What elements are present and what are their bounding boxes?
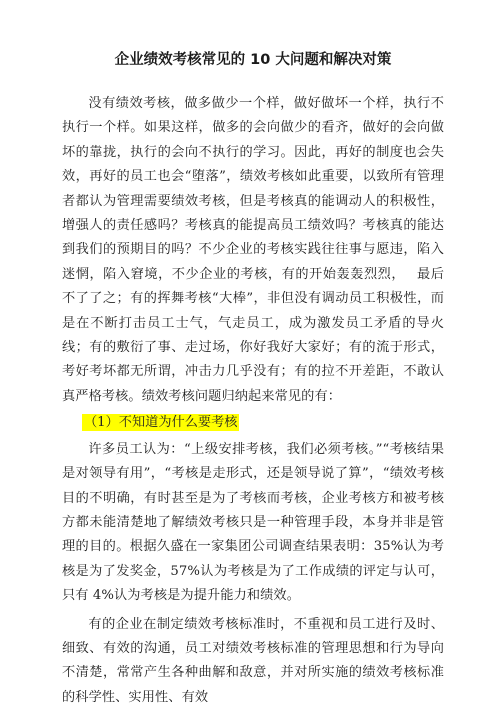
intro-paragraph: 没有绩效考核，做多做少一个样，做好做坏一个样，执行不执行一个样。如果这样，做多的会向做少的看齐，做好的会向做坏的靠拢，执行的会向不执行的学习。因此，再好的制度也会失效，再好的员工也会“堕落”，绩效考核如此重要，以致所有管理者都认为管理需要绩效考核，但是考核真的能调动人的积极性，增强人的责任感吗？考核真的能提高员工绩效吗？考核真的能达到我们的预期目的吗？不少企业的考核实践往往事与愿违，陷入迷惘，陷入窘境，不少企业的考核，有的开始轰轰烈烈， 最后不了了之；有的挥舞考核“大棒”，非但没有调动员工积极性，而是在不断打击员工士气，气走员工，成为激发员工矛盾的导火线；有的敷衍了事、走过场，你好我好大家好；有的流于形式，考好考坏都无所谓，冲击力几乎没有；有的拉不开差距，不敢认真严格考核。绩效考核问题归纳起来常见的有：	[62, 96, 444, 404]
section-heading-row	[62, 411, 444, 435]
section-heading-highlight: （1）不知道为什么要考核	[84, 415, 238, 431]
document-title: 企业绩效考核常见的 10 大问题和解决对策	[114, 52, 392, 68]
section-paragraph-2: 有的企业在制定绩效考核标准时，不重视和员工进行及时、细致、有效的沟通，员工对绩效考核标准的管理思想和行为导向不清楚，常常产生各种曲解和敌意，并对所实施的绩效考核标准的科学性、实用性、有效	[62, 616, 444, 705]
section-paragraph-1: 许多员工认为：“上级安排考核，我们必须考核。”“考核结果是对领导有用”，“考核是走形式，还是领导说了算”，“绩效考核目的不明确，有时甚至是为了考核而考核，企业考核方和被考核方都未能清楚地了解绩效考核只是一种管理手段，本身并非是管理的目的。根据久盛在一家集团公司调查结果表明：35%认为考核是为了发奖金，57%认为考核是为了工作成绩的评定与认可，只有 4%认为考核是为提升能力和绩效。	[62, 441, 444, 604]
